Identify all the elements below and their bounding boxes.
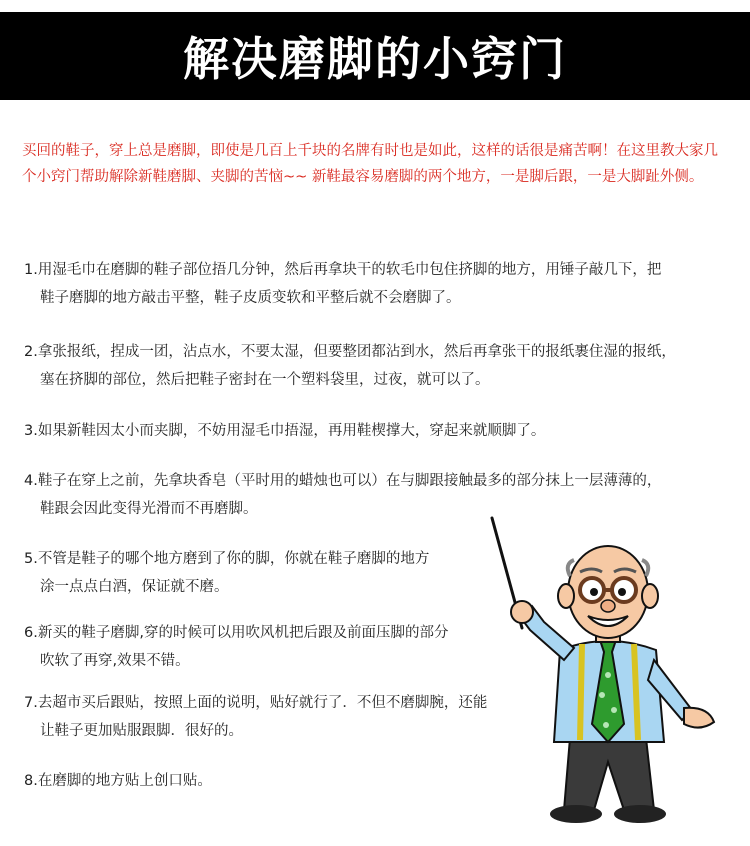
tip-number: 4. (24, 473, 38, 489)
tip-number: 2. (24, 344, 38, 360)
tip-number: 5. (24, 551, 38, 567)
page-title: 解决磨脚的小窍门 (183, 32, 567, 86)
trousers (564, 738, 654, 810)
title-banner (0, 12, 750, 100)
tip-number: 1. (24, 262, 38, 278)
tip-number: 7. (24, 695, 38, 711)
tip-number: 6. (24, 625, 38, 641)
right-suspender (634, 644, 638, 740)
tip-line: 鞋子在穿上之前，先拿块香皂（平时用的蜡烛也可以）在与脚跟接触最多的部分抹上一层薄薄的， (37, 473, 662, 489)
tip-3 (24, 417, 545, 445)
tip-number: 3. (24, 423, 38, 439)
tip-line: 涂一点点白酒，保证就不磨。 (40, 579, 229, 595)
intro-text: 买回的鞋子，穿上总是磨脚，即使是几百上千块的名牌有时也是如此，这样的话很是痛苦啊！在这里教大家几个小窍门帮助解除新鞋磨脚、夹脚的苦恼~~ 新鞋最容易磨脚的两个地方，一是脚后跟，一是大脚趾外侧。 (22, 143, 718, 185)
tip-5 (24, 545, 429, 601)
teacher-illustration (478, 510, 740, 830)
tip-line: 吹软了再穿,效果不错。 (40, 653, 190, 669)
tip-2 (24, 338, 676, 394)
tip-7 (24, 689, 487, 745)
tip-line: 如果新鞋因太小而夹脚，不妨用湿毛巾捂湿，再用鞋楔撑大，穿起来就顺脚了。 (37, 423, 546, 439)
tip-line: 鞋跟会因此变得光滑而不再磨脚。 (40, 501, 258, 517)
tip-8 (24, 767, 212, 795)
left-suspender (580, 644, 582, 740)
tip-line: 在磨脚的地方贴上创口贴。 (37, 773, 212, 789)
tip-6 (24, 619, 448, 675)
tip-line: 让鞋子更加贴服跟脚．很好的。 (40, 723, 243, 739)
tip-line: 去超市买后跟贴，按照上面的说明，贴好就行了．不但不磨脚腕，还能 (37, 695, 488, 711)
tip-number: 8. (24, 773, 38, 789)
right-hand (684, 708, 714, 728)
left-shoe (550, 805, 602, 823)
tip-line: 不管是鞋子的哪个地方磨到了你的脚，你就在鞋子磨脚的地方 (37, 551, 430, 567)
tip-line: 拿张报纸，捏成一团，沾点水，不要太湿，但要整团都沾到水，然后再拿张干的报纸裹住湿的报纸， (37, 344, 676, 360)
left-hand (511, 601, 533, 623)
tip-line: 新买的鞋子磨脚,穿的时候可以用吹风机把后跟及前面压脚的部分 (37, 625, 449, 641)
right-shoe (614, 805, 666, 823)
tip-1 (24, 256, 661, 312)
tip-line: 用湿毛巾在磨脚的鞋子部位捂几分钟，然后再拿块干的软毛巾包住挤脚的地方，用锤子敲几下，把 (37, 262, 662, 278)
tip-line: 鞋子磨脚的地方敲击平整，鞋子皮质变软和平整后就不会磨脚了。 (40, 290, 461, 306)
tip-line: 塞在挤脚的部位，然后把鞋子密封在一个塑料袋里，过夜，就可以了。 (40, 372, 490, 388)
